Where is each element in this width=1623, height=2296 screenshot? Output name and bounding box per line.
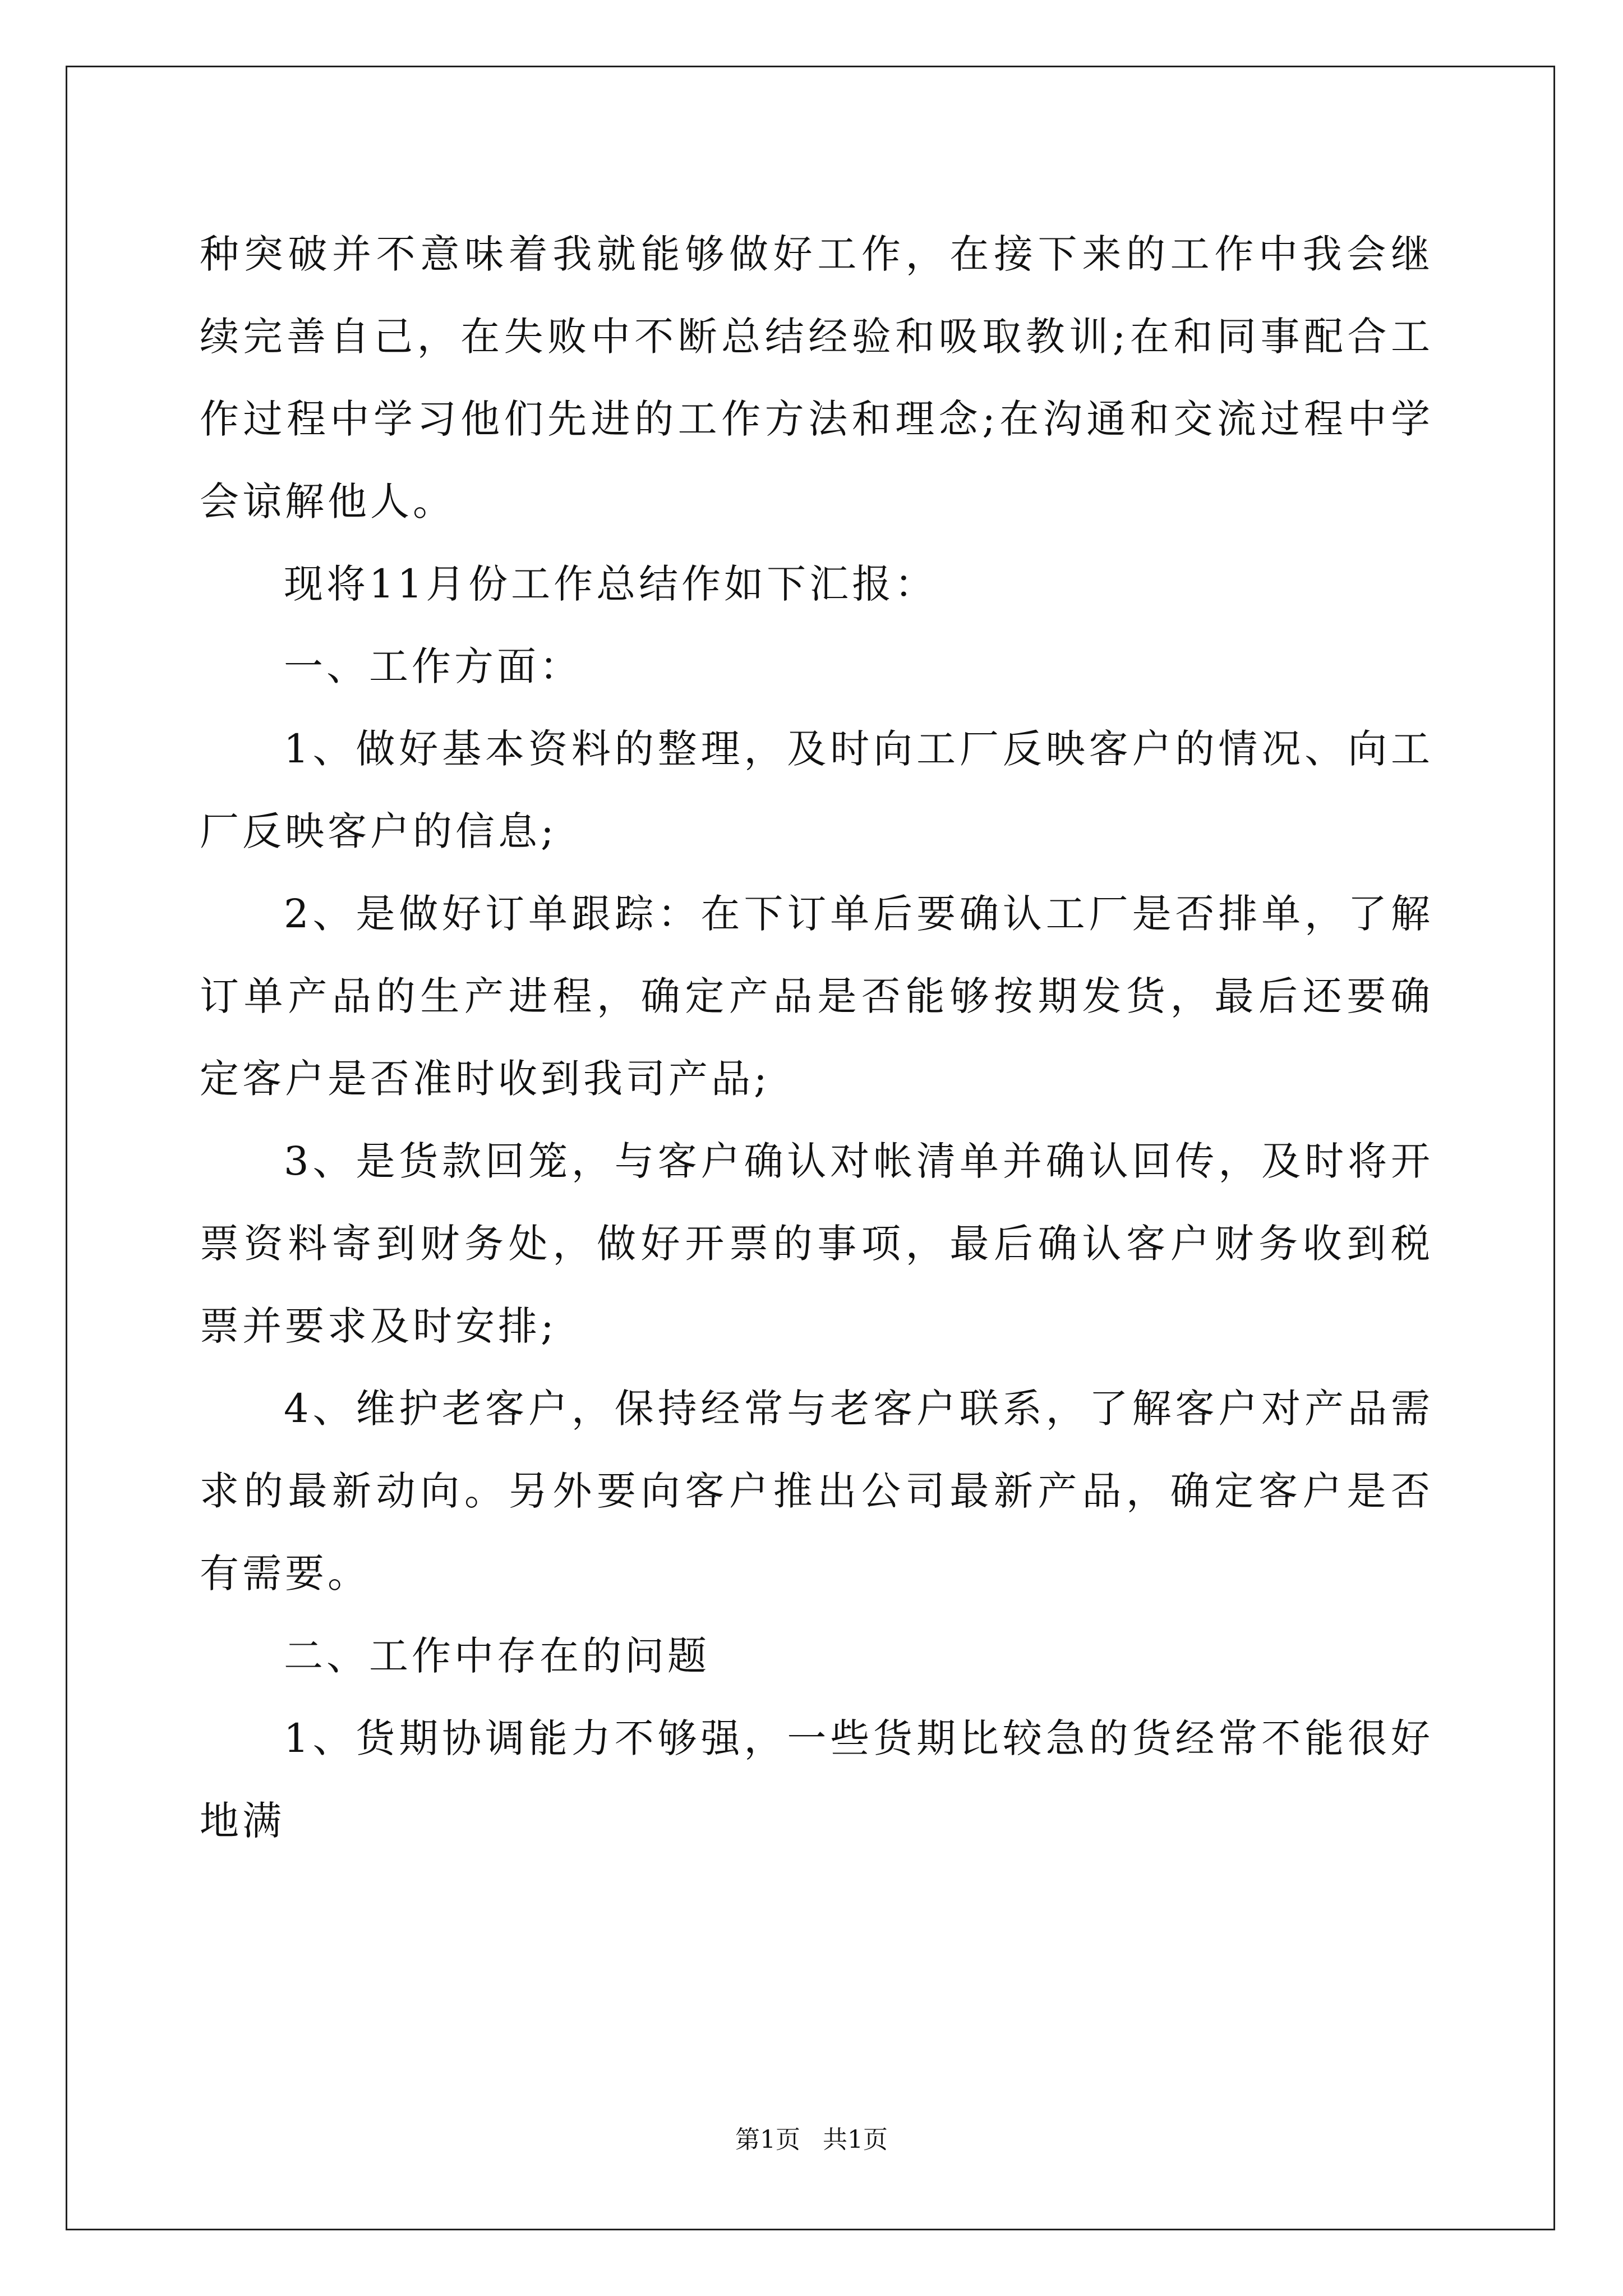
page-footer <box>0 2123 1623 2157</box>
section-heading: 一、工作方面： <box>284 643 582 689</box>
list-item: 1、货期协调能力不够强，一些货期比较急的货经常不能很好地满 <box>200 1715 1433 1844</box>
list-item: 4、维护老客户，保持经常与老客户联系，了解客户对产品需求的最新动向。另外要向客户推出公司最新产品，确定客户是否有需要。 <box>200 1386 1433 1596</box>
list-item: 2、是做好订单跟踪：在下订单后要确认工厂是否排单，了解订单产品的生产进程，确定产品是否能够按期发货，最后还要确定客户是否准时收到我司产品; <box>200 891 1433 1102</box>
page-number-total: 共1页 <box>823 2125 888 2154</box>
paragraph: 种突破并不意味着我就能够做好工作，在接下来的工作中我会继续完善自己，在失败中不断总结经验和吸取教训;在和同事配合工作过程中学习他们先进的工作方法和理念;在沟通和交流过程中学会谅解他人。 <box>200 231 1433 524</box>
list-item: 1、做好基本资料的整理，及时向工厂反映客户的情况、向工厂反映客户的信息; <box>200 726 1433 854</box>
section-heading: 二、工作中存在的问题 <box>284 1633 710 1679</box>
document-body <box>200 213 1433 1862</box>
page-number-current: 第1页 <box>735 2125 800 2154</box>
list-item: 3、是货款回笼，与客户确认对帐清单并确认回传，及时将开票资料寄到财务处，做好开票的事项，最后确认客户财务收到税票并要求及时安排; <box>200 1138 1433 1349</box>
paragraph: 现将11月份工作总结作如下汇报： <box>284 561 938 607</box>
